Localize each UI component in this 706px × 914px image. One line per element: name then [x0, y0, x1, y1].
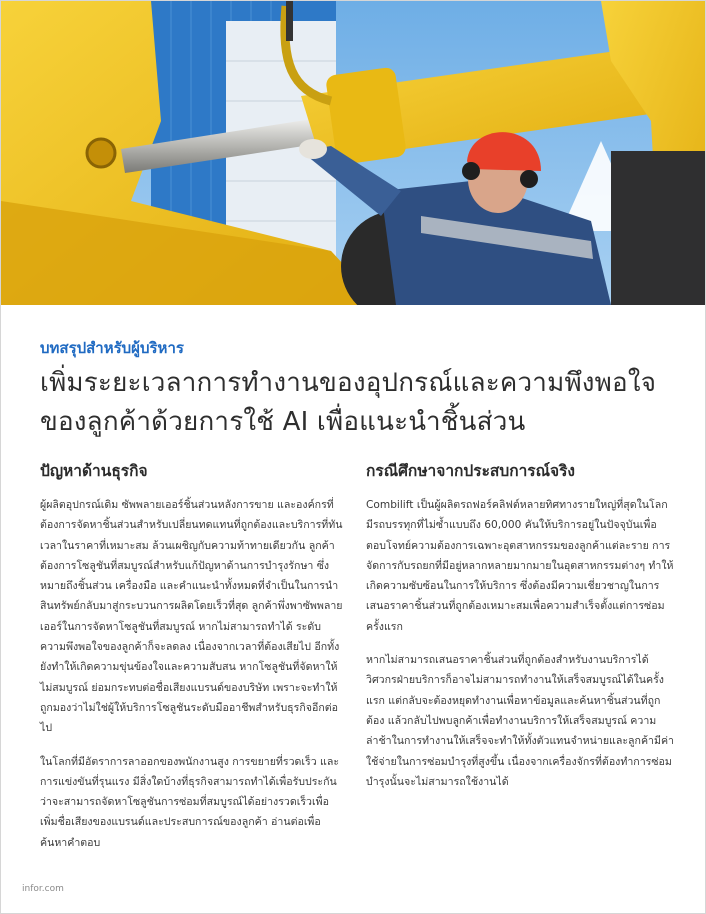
paragraph: หากไม่สามารถเสนอราคาชิ้นส่วนที่ถูกต้องสำหรับงานบริการได้ วิศวกรฝ่ายบริการก็อาจไม่สามารถทำงานให้เสร็จสมบูรณ์ได้ในครั้งแรก แต่กลับจะต้องหยุดทำงานเพื่อหาข้อมูลและค้นหาชิ้นส่วนที่ถูกต้อง แล้วกลับไปพบลูกค้าเพื่อทำงานบริการให้เสร็จสมบูรณ์ ความล่าช้าในการทำงานให้เสร็จจะทำให้ทั้งตัวแทนจำหน่ายและลูกค้ามีค่าใช้จ่ายในการซ่อมบำรุงที่สูงขึ้น เนื่องจากเครื่องจักรที่ต้องทำการซ่อมบำรุงนั้นจะไม่สามารถใช้งานได้	[366, 654, 675, 788]
section-kicker: บทสรุปสำหรับผู้บริหาร	[40, 339, 184, 357]
hero-illustration	[1, 1, 705, 305]
hero-photo	[1, 1, 705, 305]
page-title: เพิ่มระยะเวลาการทำงานของอุปกรณ์และความพึงพอใจของลูกค้าด้วยการใช้ AI เพื่อแนะนำชิ้นส่วน	[40, 368, 657, 437]
paragraph: Combilift เป็นผู้ผลิตรถฟอร์คลิฟต์หลายทิศทางรายใหญ่ที่สุดในโลก มีรถบรรทุกที่ไม่ซ้ำแบบถึง 60,000 คันให้บริการอยู่ในปัจจุบันเพื่อตอบโจทย์ความต้องการเฉพาะอุตสาหกรรมของลูกค้าแต่ละราย การจัดการกับรถยกที่มีอยู่หลากหลายมากมายในอุตสาหกรรมต่างๆ ทำให้เกิดความซับซ้อนในการให้บริการ ซึ่งต้องมีความเชี่ยวชาญในการเสนอราคาชิ้นส่วนที่ถูกต้องเหมาะสมเพื่อความสำเร็จตั้งแต่การซ่อมครั้งแรก	[366, 499, 674, 633]
paragraph: ในโลกที่มีอัตราการลาออกของพนักงานสูง การขยายที่รวดเร็ว และการแข่งขันที่รุนแรง มีสิ่งใดบ้างที่ธุรกิจสามารถทำได้เพื่อรับประกันว่าจะสามารถจัดหาโซลูชันการซ่อมที่สมบูรณ์ได้อย่างรวดเร็วเพื่อเพิ่มชื่อเสียงของแบรนด์และประสบการณ์ของลูกค้า อ่านต่อเพื่อค้นหาคำตอบ	[40, 755, 340, 849]
heading-case-study: กรณีศึกษาจากประสบการณ์จริง	[366, 462, 575, 480]
footer-url[interactable]: infor.com	[22, 884, 64, 894]
paragraph: ผู้ผลิตอุปกรณ์เดิม ซัพพลายเออร์ชิ้นส่วนหลังการขาย และองค์กรที่ต้องการจัดหาชิ้นส่วนสำหรับเปลี่ยนทดแทนที่ถูกต้องและบริการที่ทันเวลาในราคาที่เหมาะสม ล้วนเผชิญกับความท้าทายเดียวกัน ลูกค้าต้องการโซลูชันที่สมบูรณ์สำหรับแก้ปัญหาด้านการบำรุงรักษา ซึ่งหมายถึงชิ้นส่วน เครื่องมือ และคำแนะนำทั้งหมดที่จำเป็นในการนำสินทรัพย์กลับมาสู่กระบวนการผลิตโดยเร็วที่สุด ลูกค้าพึ่งพาซัพพลายเออร์ในการจัดหาโซลูชันที่สมบูรณ์ หากไม่สามารถทำได้ ระดับความพึงพอใจของลูกค้าก็จะลดลง เนื่องจากเวลาที่ต้องเสียไป อีกทั้งยังทำให้เกิดความขุ่นข้องใจและความสับสน หากโซลูชันที่จัดหาให้ไม่สมบูรณ์ ย่อมกระทบต่อชื่อเสียงแบรนด์ของบริษัท เพราะจะทำให้ถูกมองว่าไม่ใช่ผู้ให้บริการโซลูชันระดับมืออาชีพสำหรับธุรกิจอีกต่อไป	[40, 499, 343, 735]
column-business-problem	[40, 460, 345, 866]
column-case-study	[366, 460, 674, 805]
heading-business-problem: ปัญหาด้านธุรกิจ	[40, 462, 148, 480]
